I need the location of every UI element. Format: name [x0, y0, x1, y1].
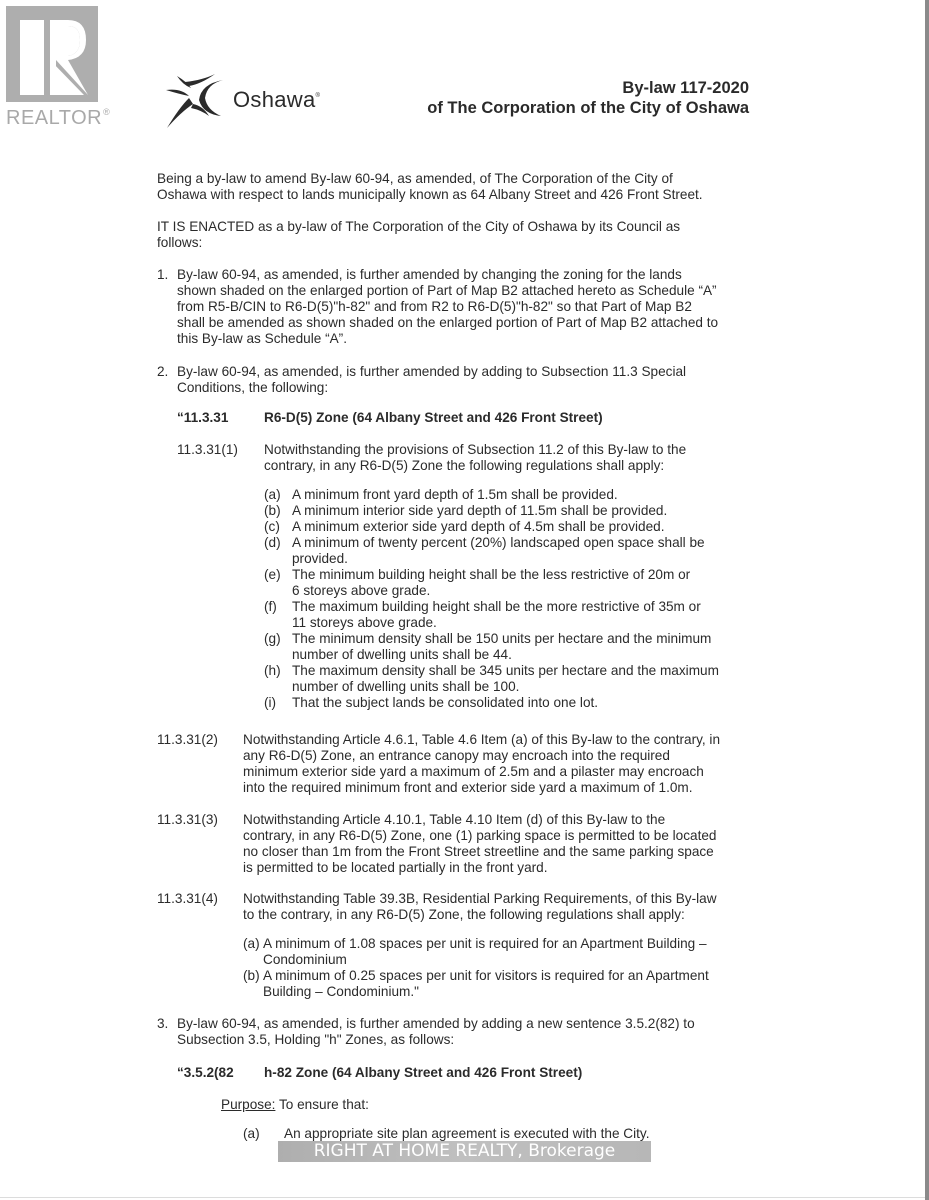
- item-line: A minimum of twenty percent (20%) landscaped open space shall be: [292, 535, 705, 550]
- clause-label: 11.3.31(2): [157, 732, 218, 747]
- clause-body: [264, 442, 764, 474]
- item-line: The minimum density shall be 150 units per hectare and the minimum: [292, 631, 712, 646]
- item-line: Subsection 3.5, Holding "h" Zones, as follows:: [177, 1032, 455, 1047]
- numbered-item-2: [157, 364, 757, 396]
- regulation-item: [264, 663, 764, 695]
- item-line: A minimum of 1.08 spaces per unit is required for an Apartment Building –: [263, 936, 707, 951]
- intro-paragraph: [157, 171, 757, 203]
- clause-line: Notwithstanding Article 4.6.1, Table 4.6 Item (a) of this By-law to the contrary, in: [243, 732, 721, 747]
- regulation-item: [264, 695, 764, 711]
- page-right-edge: [925, 0, 929, 1200]
- item-line: number of dwelling units shall be 44.: [292, 647, 512, 662]
- enacted-paragraph: [157, 219, 757, 251]
- item-letter: (a): [264, 487, 281, 502]
- brokerage-watermark: RIGHT AT HOME REALTY, Brokerage: [278, 1141, 651, 1162]
- item-line: this By-law as Schedule “A”.: [177, 331, 347, 346]
- clause-line: minimum exterior side yard a maximum of 2.5m and a pilaster may encroach: [243, 764, 704, 779]
- item-line: shown shaded on the enlarged portion of Part of Map B2 attached hereto as Schedule “A”: [177, 283, 717, 298]
- regulation-item: [264, 567, 764, 599]
- parking-item: [243, 936, 763, 968]
- item-line: 11 storeys above grade.: [292, 615, 437, 630]
- numbered-item-3: [157, 1016, 757, 1048]
- item-line: A minimum front yard depth of 1.5m shall be provided.: [292, 487, 618, 502]
- item-number: 1.: [157, 267, 169, 282]
- realtor-label: REALTOR®: [6, 107, 111, 129]
- item-line: The maximum building height shall be the more restrictive of 35m or: [292, 599, 701, 614]
- item-line: shall be amended as shown shaded on the enlarged portion of Part of Map B2 attached to: [177, 315, 719, 330]
- item-line: By-law 60-94, as amended, is further amended by adding to Subsection 11.3 Special: [177, 364, 687, 379]
- section-label: “11.3.31: [177, 410, 229, 425]
- item-line: Condominium: [263, 952, 347, 967]
- item-line: number of dwelling units shall be 100.: [292, 679, 520, 694]
- oshawa-wordmark: Oshawa®: [233, 87, 321, 112]
- bylaw-title: [427, 78, 749, 118]
- page-bottom-edge: [0, 1197, 925, 1198]
- clause-body: [243, 732, 763, 796]
- item-line: provided.: [292, 551, 348, 566]
- item-letter: (a): [243, 936, 260, 951]
- enacted-line: follows:: [157, 235, 203, 250]
- item-letter: (b): [243, 968, 260, 983]
- regulations-list: [264, 487, 764, 711]
- clause-line: Notwithstanding Article 4.10.1, Table 4.10 Item (d) of this By-law to the: [243, 812, 666, 827]
- clause-line: to the contrary, in any R6-D(5) Zone, the following regulations shall apply:: [243, 907, 685, 922]
- clause-line: is permitted to be located partially in the front yard.: [243, 860, 548, 875]
- purpose-item-letter: (a): [243, 1126, 260, 1141]
- item-line: By-law 60-94, as amended, is further amended by changing the zoning for the lands: [177, 267, 682, 282]
- realtor-logo[interactable]: [6, 6, 111, 129]
- item-line: Conditions, the following:: [177, 380, 329, 395]
- item-letter: (c): [264, 519, 280, 534]
- clause-line: Notwithstanding the provisions of Subsection 11.2 of this By-law to the: [264, 442, 687, 457]
- item-letter: (e): [264, 567, 281, 582]
- oshawa-star-icon: [163, 70, 233, 132]
- parking-item: [243, 968, 763, 1000]
- purpose-text: To ensure that:: [278, 1097, 369, 1112]
- clause-line: contrary, in any R6-D(5) Zone, one (1) parking space is permitted to be located: [243, 828, 717, 843]
- item-line: A minimum interior side yard depth of 11.5m shall be provided.: [292, 503, 668, 518]
- realtor-r-icon: [6, 6, 98, 102]
- intro-line: Being a by-law to amend By-law 60-94, as amended, of The Corporation of the City of: [157, 171, 673, 186]
- clause-line: into the required minimum front and exterior side yard a maximum of 1.0m.: [243, 780, 693, 795]
- regulation-item: [264, 631, 764, 663]
- purpose-label: Purpose:: [221, 1097, 276, 1112]
- clause-label: 11.3.31(1): [177, 442, 238, 457]
- enacted-line: IT IS ENACTED as a by-law of The Corporation of the City of Oshawa by its Council as: [157, 219, 681, 234]
- regulation-item: [264, 503, 764, 519]
- item-line: 6 storeys above grade.: [292, 583, 431, 598]
- item-line: The maximum density shall be 345 units per hectare and the maximum: [292, 663, 719, 678]
- item-letter: (h): [264, 663, 281, 678]
- item-letter: (d): [264, 535, 281, 550]
- regulation-item: [264, 535, 764, 567]
- numbered-item-1: [157, 267, 757, 347]
- item-line: A minimum of 0.25 spaces per unit for visitors is required for an Apartment: [263, 968, 709, 983]
- regulation-item: [264, 487, 764, 503]
- clause-line: any R6-D(5) Zone, an entrance canopy may encroach into the required: [243, 748, 670, 763]
- clause-line: no closer than 1m from the Front Street streetline and the same parking space: [243, 844, 714, 859]
- clause-body: [243, 891, 763, 923]
- bylaw-number: By-law 117-2020: [622, 79, 749, 97]
- clause-line: Notwithstanding Table 39.3B, Residential Parking Requirements, of this By-law: [243, 891, 717, 906]
- section-title: R6-D(5) Zone (64 Albany Street and 426 Front Street): [264, 410, 603, 425]
- item-line: from R5-B/CIN to R6-D(5)"h-82" and from R2 to R6-D(5)"h-82" so that Part of Map B2: [177, 299, 692, 314]
- item-line: A minimum exterior side yard depth of 4.5m shall be provided.: [292, 519, 665, 534]
- clause-label: 11.3.31(4): [157, 891, 218, 906]
- item-line: That the subject lands be consolidated into one lot.: [292, 695, 599, 710]
- parking-requirements-list: [243, 936, 763, 1000]
- item-letter: (g): [264, 631, 281, 646]
- purpose-item-text: An appropriate site plan agreement is executed with the City.: [284, 1126, 650, 1141]
- item-line: Building – Condominium.": [263, 984, 419, 999]
- item-letter: (b): [264, 503, 281, 518]
- item-letter: (f): [264, 599, 277, 614]
- intro-line: Oshawa with respect to lands municipally known as 64 Albany Street and 426 Front Street.: [157, 187, 703, 202]
- section-label: “3.5.2(82: [177, 1065, 234, 1080]
- oshawa-logo: [163, 70, 343, 132]
- item-letter: (i): [264, 695, 277, 710]
- regulation-item: [264, 599, 764, 631]
- bylaw-corporation: of The Corporation of the City of Oshawa: [427, 99, 749, 117]
- section-title: h-82 Zone (64 Albany Street and 426 Front Street): [264, 1065, 583, 1080]
- item-number: 3.: [157, 1016, 169, 1031]
- regulation-item: [264, 519, 764, 535]
- clause-line: contrary, in any R6-D(5) Zone the following regulations shall apply:: [264, 458, 665, 473]
- clause-body: [243, 812, 763, 876]
- item-line: By-law 60-94, as amended, is further amended by adding a new sentence 3.5.2(82) to: [177, 1016, 695, 1031]
- purpose-line: [221, 1097, 369, 1113]
- item-number: 2.: [157, 364, 169, 379]
- clause-label: 11.3.31(3): [157, 812, 218, 827]
- item-line: The minimum building height shall be the less restrictive of 20m or: [292, 567, 691, 582]
